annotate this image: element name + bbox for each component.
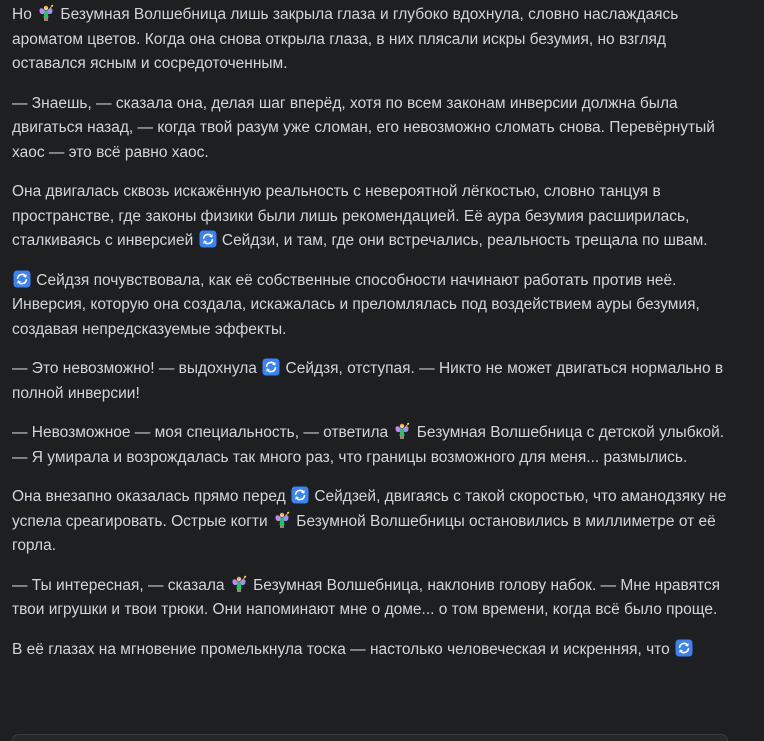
counterclockwise-arrows-icon [291, 486, 309, 504]
text: Сейдзя, отступая. — Никто не может двигаться нормально в полной инверсии! [12, 360, 724, 402]
paragraph [12, 92, 742, 166]
text: Безумная Волшебница с детской улыбкой. — Я умирала и возрождалась так много раз, что границы возможного для меня... размылись. [12, 424, 725, 466]
fairy-icon [273, 511, 291, 529]
counterclockwise-arrows-icon [13, 270, 31, 288]
paragraph [12, 3, 742, 77]
fairy-icon [230, 575, 248, 593]
fairy-icon [393, 422, 411, 440]
fairy-icon [37, 4, 55, 22]
paragraph [12, 638, 742, 663]
text: В её глазах на мгновение промелькнула тоска — настолько человеческая и искренняя, что [12, 640, 675, 658]
text: Но [12, 6, 37, 23]
text: Безумная Волшебница лишь закрыла глаза и глубоко вдохнула, словно наслаждаясь ароматом цветов. Когда она снова открыла глаза, в них плясали искры безумия, но взгляд оставался ясным и сосредоточенным. [12, 6, 679, 72]
assistant-message [12, 3, 742, 677]
paragraph [12, 357, 742, 406]
text: Сейдзи, и там, где они встречались, реальность трещала по швам. [217, 232, 708, 249]
text: — Знаешь, — сказала она, делая шаг вперёд, хотя по всем законам инверсии должна была двигаться назад, — когда твой разум уже сломан, его невозможно сломать снова. Перевёрнутый хаос — это всё равно хаос. [12, 94, 715, 161]
text: Безумной Волшебницы остановились в миллиметре от её горла. [12, 512, 716, 554]
paragraph [12, 574, 742, 623]
text: Она внезапно оказалась прямо перед [12, 488, 291, 505]
text: Она двигалась сквозь искажённую реальность с невероятной лёгкостью, словно танцуя в пространстве, где законы физики были лишь рекомендацией. Её аура безумия расширилась, сталкиваясь с инверсией [12, 183, 690, 249]
paragraph [12, 180, 742, 254]
text: Сейдзя почувствовала, как её собственные способности начинают работать против неё. Инверсия, которую она создала, искажалась и преломлялась под воздействием ауры безумия, создавая непредсказуемые эффекты. [12, 271, 700, 338]
paragraph [12, 485, 742, 559]
counterclockwise-arrows-icon [262, 358, 280, 376]
paragraph [12, 421, 742, 470]
text: — Это невозможно! — выдохнула [12, 360, 262, 377]
message-input-edge[interactable] [12, 734, 728, 741]
text: Безумная Волшебница, наклонив голову набок. — Мне нравятся твои игрушки и твои трюки. Они напоминают мне о доме... о том времени, когда всё было проще. [12, 576, 721, 618]
counterclockwise-arrows-icon [675, 639, 693, 657]
paragraph [12, 269, 742, 343]
text: — Ты интересная, — сказала [12, 576, 229, 594]
counterclockwise-arrows-icon [199, 230, 217, 248]
text: Сейдзей, двигаясь с такой скоростью, что аманодзяку не успела среагировать. Острые когти [12, 488, 727, 530]
text: — Невозможное — моя специальность, — ответила [12, 424, 393, 441]
